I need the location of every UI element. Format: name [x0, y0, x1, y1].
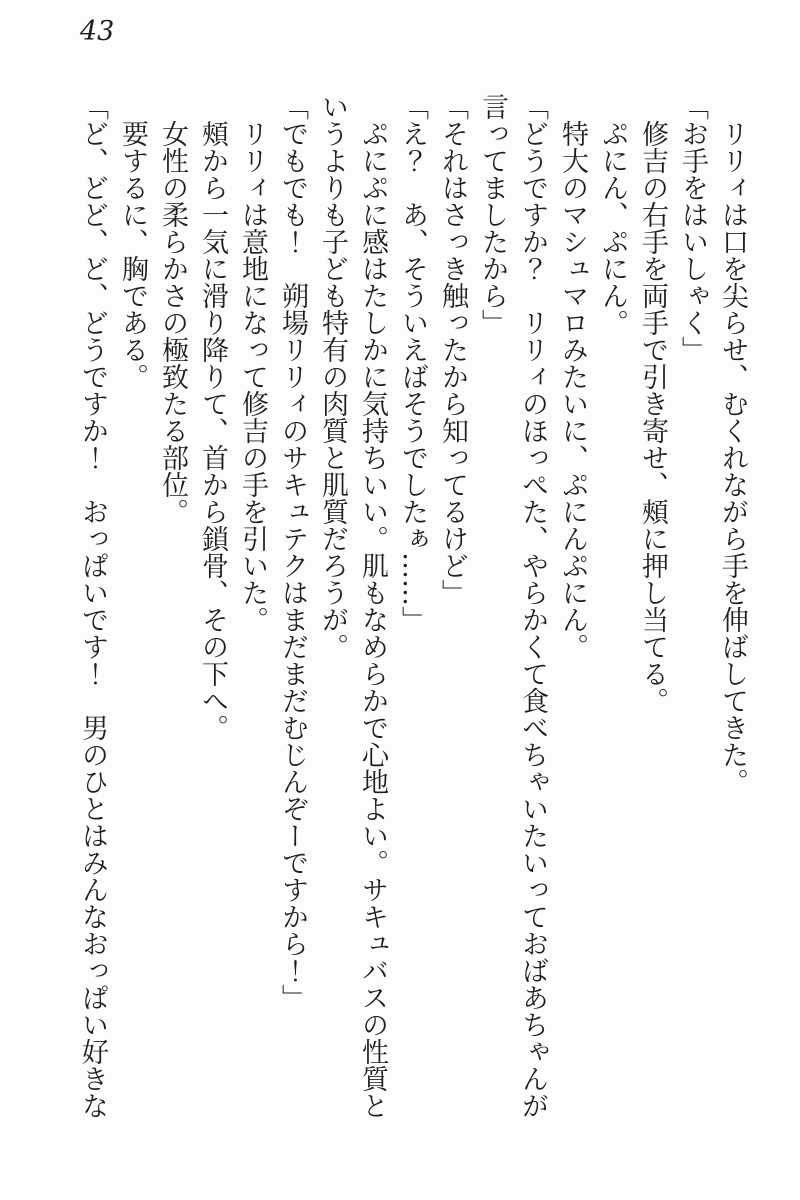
dialogue-line: 「どうですか？ リリィのほっぺた、やらかくて食べちゃいたいっておばあちゃんが言ってましたから」 — [477, 93, 548, 1119]
paragraph: 修吉の右手を両手で引き寄せ、頰に押し当てる。 — [637, 93, 668, 714]
paragraph: 女性の柔らかさの極致たる部位。 — [157, 93, 188, 525]
dialogue-line: 「お手をはいしゃく」 — [677, 93, 708, 363]
text-block — [60, 93, 752, 1119]
paragraph: 要するに、胸である。 — [117, 93, 148, 390]
dialogue-line: 「でもでも！ 朔場リリィのサキュテクはまだまだむじんぞーですから！」 — [277, 93, 308, 1011]
paragraph: 特大のマシュマロみたいに、ぷにんぷにん。 — [557, 93, 588, 660]
page-number: 43 — [80, 16, 115, 47]
dialogue-line: 「それはさっき触ったから知ってるけど」 — [437, 93, 468, 606]
paragraph: リリィは口を尖らせ、むくれながら手を伸ばしてきた。 — [717, 93, 748, 795]
paragraph: リリィは意地になって修吉の手を引いた。 — [237, 93, 268, 633]
dialogue-line: 「ど、どど、ど、どうですか！ おっぱいです！ 男のひとはみんなおっぱい好きな — [77, 93, 108, 1119]
paragraph: 頰から一気に滑り降りて、首から鎖骨、その下へ。 — [197, 93, 228, 741]
paragraph: ぷにぷに感はたしかに気持ちいい。肌もなめらかで心地よい。サキュバスの性質というよりも子ども特有の肉質と肌質だろうが。 — [317, 93, 388, 1119]
paragraph: ぷにん、ぷにん。 — [597, 93, 628, 336]
dialogue-line: 「え？ あ、そういえばそうでしたぁ……」 — [397, 93, 428, 633]
